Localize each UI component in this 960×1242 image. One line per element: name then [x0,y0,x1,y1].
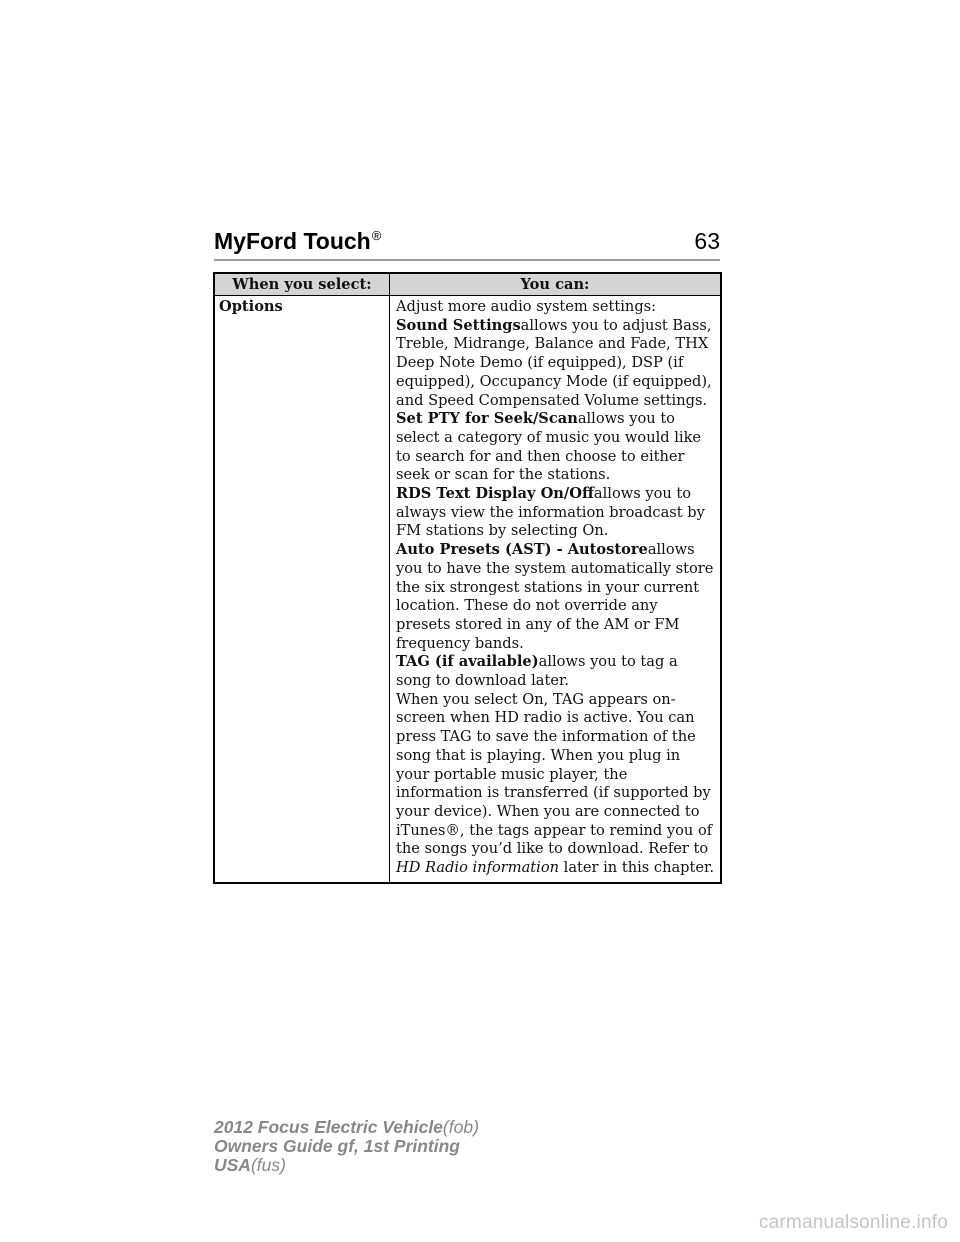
table-row [215,296,720,882]
page-header [214,225,720,261]
item-term: TAG (if available) [396,653,539,671]
option-description [390,296,720,882]
item-desc: allows you to tag a song to download later. [396,653,678,690]
item-term: RDS Text Display On/Off [396,485,594,503]
footer-code: (fus) [250,1155,286,1175]
footer-line-2: Owners Guide gf, 1st Printing [214,1136,460,1156]
item-term: Set PTY for Seek/Scan [396,410,578,428]
item-desc: allows you to adjust Bass, Treble, Midrange, Balance and Fade, THX Deep Note Demo (if equipped), DSP (if equipped), Occupancy Mode (if equipped), and Speed Compensated Volume settings. [396,316,712,409]
table-header [215,274,720,296]
options-table [213,272,722,884]
intro-text: Adjust more audio system settings: [396,298,657,315]
sound-settings-item [396,317,716,411]
item-desc: allows you to always view the information broadcast by FM stations by selecting On. [396,485,705,540]
footer-code: (fob) [442,1117,479,1137]
footer-market: USA [214,1155,251,1175]
auto-presets-item [396,541,716,653]
tag-note-part2: , the tags appear to remind you of the songs you’d like to download. Refer to [396,821,713,858]
tag-item [396,653,716,690]
page-title-text: MyFord Touch [214,228,371,254]
footer-line-3 [214,1156,479,1175]
option-name: Options [215,296,390,882]
registered-mark: ® [445,821,460,839]
footer-vehicle: 2012 Focus Electric Vehicle [214,1117,443,1137]
col-header-when-you-select: When you select: [215,274,390,295]
cross-reference: HD Radio information [396,859,560,877]
item-term: Auto Presets (AST) - Autostore [396,541,648,559]
registered-mark: ® [371,228,382,243]
watermark: carmanualsonline.info [758,1212,948,1233]
page-footer [214,1118,479,1175]
item-desc: allows you to have the system automatically store the six strongest stations in your current location. These do not override any presets stored in any of the AM or FM frequency bands. [396,541,714,652]
tag-note [396,691,716,878]
tag-note-part3: later in this chapter. [559,859,715,877]
col-header-you-can: You can: [520,276,590,293]
page-title [214,228,381,255]
set-pty-item [396,410,716,485]
page-number: 63 [694,228,720,254]
footer-line-1 [214,1118,479,1137]
item-term: Sound Settings [396,316,521,334]
item-desc: allows you to select a category of music you would like to search for and then choose to either seek or scan for the stations. [396,410,702,484]
tag-note-part1: When you select On, TAG appears on-screen when HD radio is active. You can press TAG to save the information of the song that is playing. When you plug in your portable music player, the information is transferred (if supported by your device). When you are connected to iTunes [396,690,711,839]
rds-text-display-item [396,485,716,541]
